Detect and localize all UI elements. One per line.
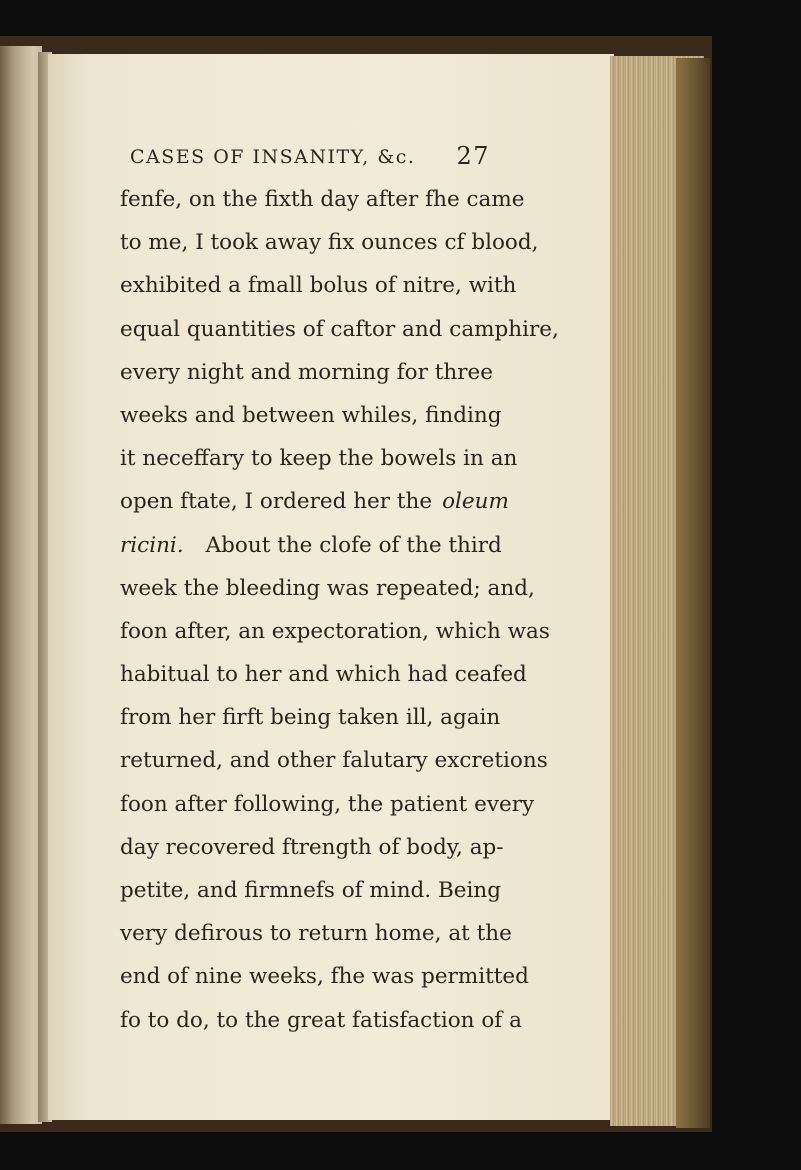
- text-line: week the bleeding was repeated; and,: [120, 575, 535, 601]
- text-line: habitual to her and which had ceafed: [120, 662, 527, 688]
- text-segment: About the clofe of the third: [205, 532, 502, 558]
- text-segment: open ftate, I ordered her the: [120, 489, 433, 515]
- text-line: fenfe, on the fixth day after fhe came: [120, 187, 525, 212]
- text-line: every night and morning for three: [120, 359, 493, 385]
- text-line: fo to do, to the great fatisfaction of a: [120, 1007, 522, 1033]
- left-page-edge: [0, 46, 42, 1124]
- body-text: [120, 178, 559, 1042]
- italic-term: ricini.: [120, 532, 184, 558]
- italic-term: oleum: [442, 489, 509, 515]
- text-line: foon after following, the patient every: [120, 791, 535, 817]
- page-number: 27: [456, 142, 490, 170]
- text-line: very defirous to return home, at the: [120, 921, 512, 947]
- text-line: petite, and firmnefs of mind. Being: [120, 878, 501, 903]
- running-title: CASES OF INSANITY, &c.: [130, 146, 416, 168]
- text-line: it neceffary to keep the bowels in an: [120, 446, 518, 472]
- text-line: exhibited a fmall bolus of nitre, with: [120, 273, 517, 299]
- text-line: weeks and between whiles, finding: [120, 402, 502, 428]
- text-line: [120, 524, 502, 567]
- text-line: returned, and other falutary excretions: [120, 748, 548, 774]
- text-line: end of nine weeks, fhe was permitted: [120, 964, 529, 990]
- text-line: [120, 480, 509, 523]
- text-line: day recovered ftrength of body, ap-: [120, 834, 504, 860]
- text-line: to me, I took away fix ounces cf blood,: [120, 230, 539, 256]
- text-line: foon after, an expectoration, which was: [120, 618, 550, 644]
- text-line: from her firft being taken ill, again: [120, 705, 501, 731]
- running-header: [120, 142, 490, 182]
- text-line: equal quantities of caftor and camphire,: [120, 316, 559, 342]
- book-cover-edge: [676, 58, 710, 1128]
